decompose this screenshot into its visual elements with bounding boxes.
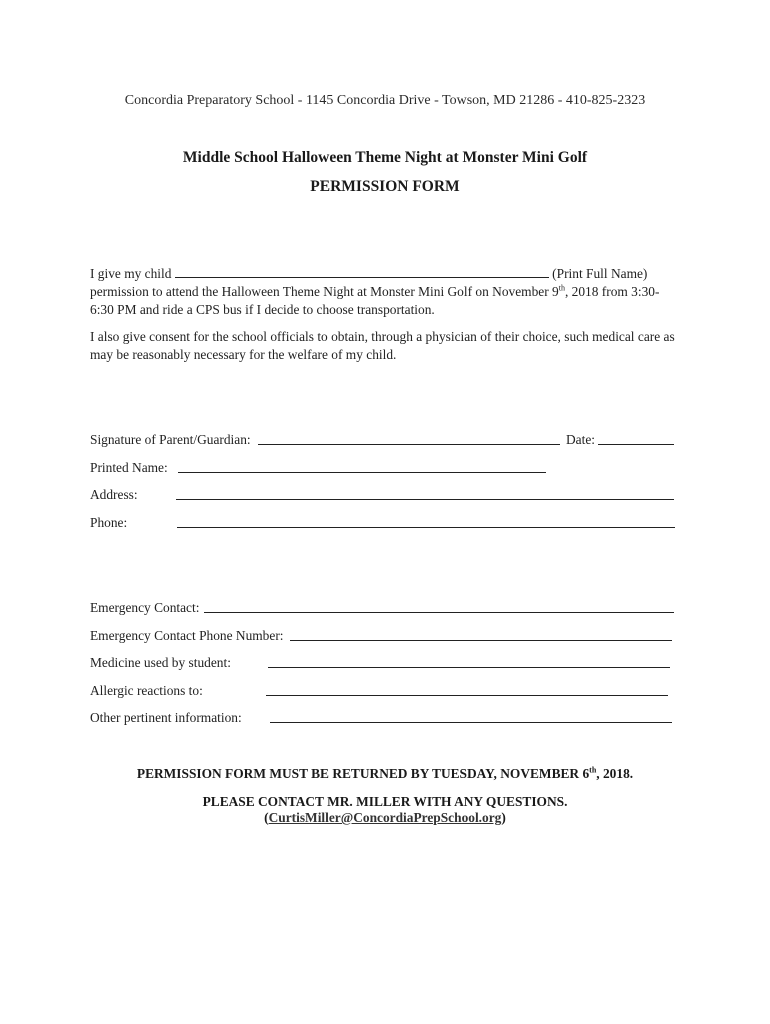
emergency-phone-field[interactable] [290,640,672,641]
permission-line2-a: permission to attend the Halloween Theme Night at Monster Mini Golf on November 9 [90,284,559,299]
deadline-text-a: PERMISSION FORM MUST BE RETURNED BY TUESDAY, NOVEMBER 6 [136,766,590,781]
permission-line2-sup: th [558,283,565,293]
contact-notice: PLEASE CONTACT MR. MILLER WITH ANY QUESTIONS. [202,794,568,809]
form-title: PERMISSION FORM [310,178,460,195]
consent-paragraph [90,328,680,364]
contact-email-line [0,810,770,826]
child-name-field[interactable] [175,266,549,278]
email-open-paren: ( [264,810,269,825]
address-field[interactable] [176,499,674,500]
school-header: Concordia Preparatory School - 1145 Concordia Drive - Towson, MD 21286 - 410-825-2323 [124,93,646,108]
printed-name-field[interactable] [178,472,546,473]
address-label: Address: [90,487,138,502]
permission-paragraph [90,265,680,319]
date-field[interactable] [598,444,674,445]
permission-line3: 6:30 PM and ride a CPS bus if I decide to choose transportation. [90,302,435,317]
return-deadline-notice [0,766,770,782]
signature-field[interactable] [258,444,560,445]
medicine-label: Medicine used by student: [90,655,231,670]
deadline-sup: th [589,765,597,775]
consent-line2: may be reasonably necessary for the welfare of my child. [90,347,397,362]
deadline-text-b: , 2018. [596,766,634,781]
other-info-label: Other pertinent information: [90,710,242,725]
phone-field[interactable] [177,527,675,528]
emergency-contact-field[interactable] [204,612,674,613]
emergency-contact-label: Emergency Contact: [90,600,200,615]
contact-email-link[interactable]: CurtisMiller@ConcordiaPrepSchool.org [268,810,502,825]
event-title: Middle School Halloween Theme Night at Monster Mini Golf [182,149,588,166]
allergic-field[interactable] [266,695,668,696]
allergic-label: Allergic reactions to: [90,683,203,698]
consent-line1: I also give consent for the school officials to obtain, through a physician of their choice, such medical care as [90,329,675,344]
signature-label: Signature of Parent/Guardian: [90,432,251,447]
phone-label: Phone: [90,515,128,530]
date-label: Date: [566,432,595,447]
email-close-paren: ) [501,810,506,825]
permission-line2-b: , 2018 from 3:30- [564,284,660,299]
emergency-phone-label: Emergency Contact Phone Number: [90,628,284,643]
print-full-name-hint: (Print Full Name) [552,266,648,281]
medicine-field[interactable] [268,667,670,668]
permission-prefix: I give my child [90,266,172,281]
other-info-field[interactable] [270,722,672,723]
printed-name-label: Printed Name: [90,460,168,475]
